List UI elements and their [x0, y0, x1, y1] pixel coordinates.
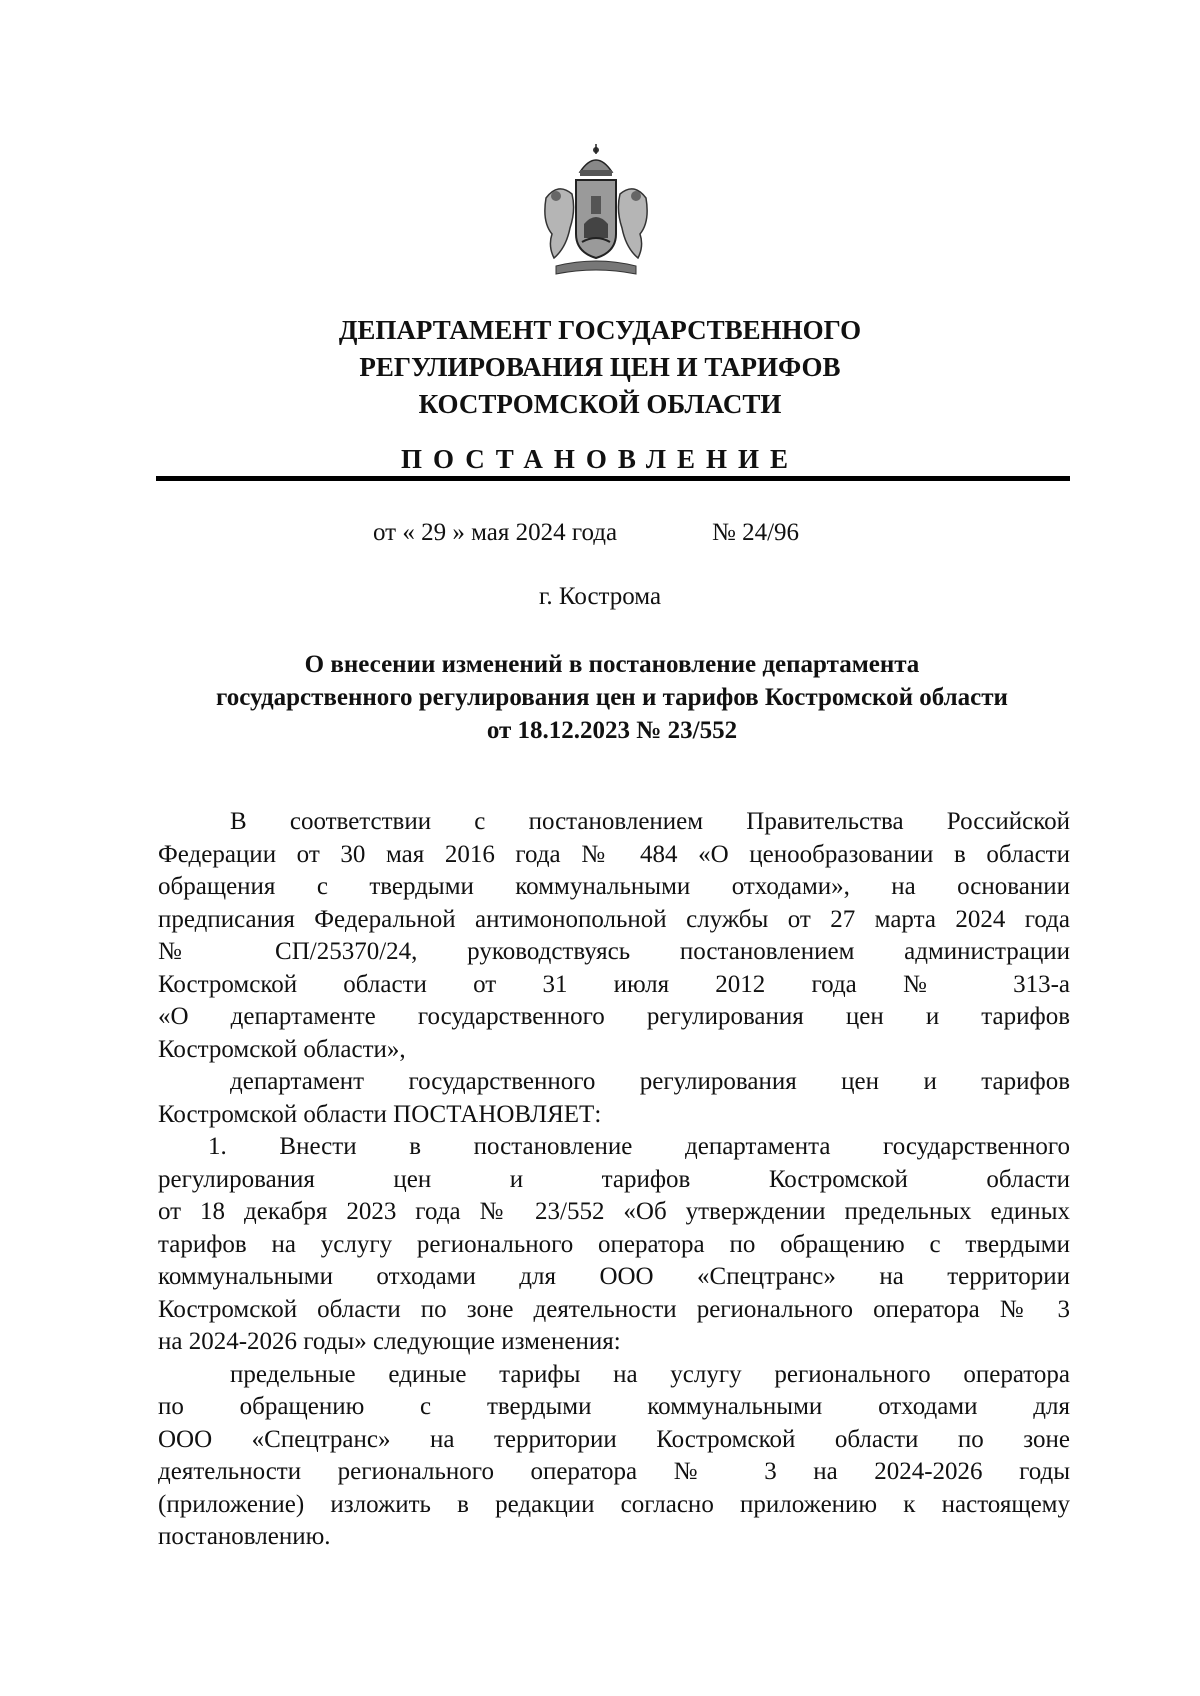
subject-line: О внесении изменений в постановление департамента [304, 651, 920, 678]
body-line: Федерации от 30 мая 2016 года № 484 «О ценообразовании в области [158, 840, 1070, 868]
document-city: г. Кострома [538, 583, 662, 610]
body-line: постановлению. [158, 1523, 331, 1550]
body-line: на 2024-2026 годы» следующие изменения: [158, 1328, 621, 1355]
department-name [0, 312, 1200, 423]
body-line: Костромской области по зоне деятельности регионального оператора № 3 [158, 1295, 1070, 1323]
body-line: 1. Внести в постановление департамента государственного [208, 1133, 1070, 1160]
body-line: тарифов на услугу регионального оператора по обращению с твердыми [158, 1230, 1070, 1258]
body-line: по обращению с твердыми коммунальными отходами для [158, 1393, 1070, 1420]
body-line: предельные единые тарифы на услугу регионального оператора [230, 1360, 1070, 1388]
subject-line: государственного регулирования цен и тарифов Костромской области [216, 684, 1008, 711]
body-line: деятельности регионального оператора № 3 на 2024-2026 годы [158, 1458, 1070, 1485]
body-line: Костромской области от 31 июля 2012 года № 313-а [158, 970, 1070, 998]
document-body [158, 806, 1070, 1554]
body-line: регулирования цен и тарифов Костромской области [158, 1165, 1070, 1193]
document-number: № 24/96 [712, 519, 800, 546]
body-line: «О департаменте государственного регулирования цен и тарифов [158, 1003, 1070, 1030]
body-line: ООО «Спецтранс» на территории Костромской области по зоне [158, 1425, 1070, 1453]
body-line: Костромской области ПОСТАНОВЛЯЕТ: [158, 1100, 602, 1128]
department-line: РЕГУЛИРОВАНИЯ ЦЕН И ТАРИФОВ [359, 352, 841, 382]
body-line: В соответствии с постановлением Правительства Российской [230, 808, 1070, 835]
department-line: ДЕПАРТАМЕНТ ГОСУДАРСТВЕННОГО [338, 315, 862, 345]
kostroma-coat-of-arms-icon [536, 138, 656, 284]
subject-line: от 18.12.2023 № 23/552 [486, 717, 738, 744]
body-line: (приложение) изложить в редакции согласно приложению к настоящему [158, 1490, 1070, 1518]
document-subject [150, 648, 1074, 747]
body-line: коммунальными отходами для ООО «Спецтранс» на территории [158, 1263, 1070, 1290]
department-line: КОСТРОМСКОЙ ОБЛАСТИ [418, 389, 782, 419]
body-line: департамент государственного регулирования цен и тарифов [230, 1068, 1070, 1095]
body-line: Костромской области», [158, 1035, 406, 1063]
document-type-title: ПОСТАНОВЛЕНИЕ [400, 444, 800, 474]
body-line: № СП/25370/24, руководствуясь постановлением администрации [158, 938, 1070, 965]
body-line: предписания Федеральной антимонопольной службы от 27 марта 2024 года [158, 905, 1070, 933]
header-divider [156, 476, 1070, 481]
body-line: от 18 декабря 2023 года № 23/552 «Об утверждении предельных единых [158, 1198, 1070, 1225]
document-date: от « 29 » мая 2024 года [373, 519, 618, 546]
body-line: обращения с твердыми коммунальными отходами», на основании [158, 873, 1070, 900]
